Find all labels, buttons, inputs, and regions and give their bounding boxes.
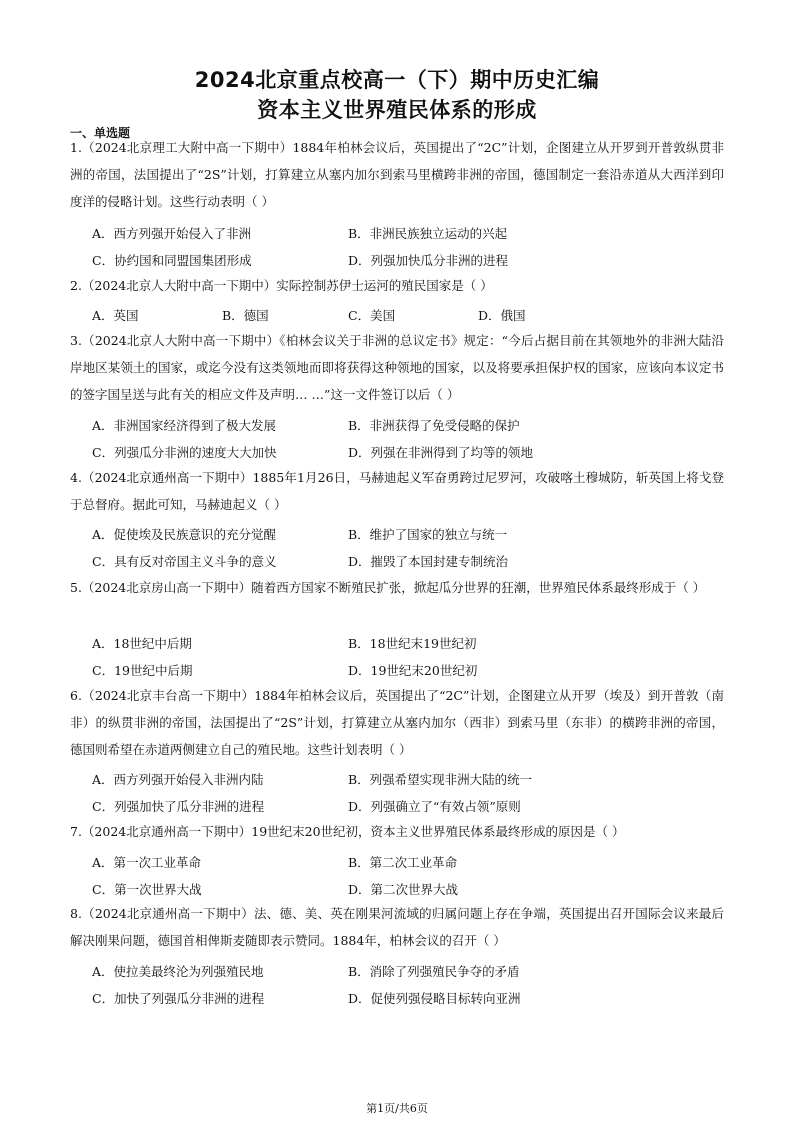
document-title: 2024北京重点校高一（下）期中历史汇编	[194, 68, 600, 92]
question-8-stem: 8.（2024北京通州高一下期中）法、德、美、英在刚果河流域的归属问题上存在争端，英国提出召开国际会议来最后解决刚果问题，德国首相俾斯麦随即表示赞同。1884年，柏林会议的召开（ ）	[70, 906, 724, 948]
option-b: B．第二次工业革命	[348, 855, 458, 870]
option-a: A．西方列强开始侵入了非洲	[92, 226, 252, 241]
option-c: C．美国	[348, 308, 396, 323]
option-d: D．第二次世界大战	[348, 882, 459, 897]
question-3-stem: 3.（2024北京人大附中高一下期中）《柏林会议关于非洲的总议定书》规定：“今后占据目前在其领地外的非洲大陆沿岸地区某领土的国家，或迄今没有这类领地而即将获得这种领地的国家，以及将要承担保护权的国家，应该向本议定书的签字国呈送与此有关的相应文件及声明… …”这一文件签订以后（ ）	[70, 333, 724, 402]
option-b: B．非洲获得了免受侵略的保护	[348, 418, 520, 433]
option-c: C．协约国和同盟国集团形成	[92, 253, 252, 268]
option-d: D．列强在非洲得到了均等的领地	[348, 445, 534, 460]
option-d: D．促使列强侵略目标转向亚洲	[348, 991, 521, 1006]
option-d: D．19世纪末20世纪初	[348, 663, 478, 678]
page-number: 第1页/共6页	[366, 1102, 428, 1115]
option-c: C．第一次世界大战	[92, 882, 202, 897]
option-b: B．德国	[222, 308, 269, 323]
question-5-stem: 5.（2024北京房山高一下期中）随着西方国家不断殖民扩张，掀起瓜分世界的狂潮，世界殖民体系最终形成于（ ）	[70, 580, 706, 595]
option-d: D．摧毁了本国封建专制统治	[348, 554, 509, 569]
option-a: A．英国	[92, 308, 139, 323]
option-b: B．列强希望实现非洲大陆的统一	[348, 772, 533, 787]
option-c: C．列强加快了瓜分非洲的进程	[92, 799, 265, 814]
option-b: B．非洲民族独立运动的兴起	[348, 226, 508, 241]
document-subtitle: 资本主义世界殖民体系的形成	[257, 98, 537, 122]
option-a: A．西方列强开始侵入非洲内陆	[92, 772, 264, 787]
option-d: D．列强加快瓜分非洲的进程	[348, 253, 509, 268]
question-2-stem: 2.（2024北京人大附中高一下期中）实际控制苏伊士运河的殖民国家是（ ）	[70, 278, 493, 293]
option-c: C．列强瓜分非洲的速度大大加快	[92, 445, 277, 460]
option-b: B．维护了国家的独立与统一	[348, 527, 508, 542]
option-c: C．加快了列强瓜分非洲的进程	[92, 991, 265, 1006]
option-a: A．第一次工业革命	[92, 855, 202, 870]
option-d: D．俄国	[478, 308, 526, 323]
option-b: B．18世纪末19世纪初	[348, 636, 477, 651]
option-c: C．19世纪中后期	[92, 663, 193, 678]
question-1-stem: 1.（2024北京理工大附中高一下期中）1884年柏林会议后，英国提出了“2C”计划，企图建立从开罗到开普敦纵贯非洲的帝国，法国提出了“2S”计划，打算建立从塞内加尔到索马里横跨非洲的帝国，德国制定一套沿赤道从大西洋到印度洋的侵略计划。这些行动表明（ ）	[70, 140, 724, 209]
option-a: A．促使埃及民族意识的充分觉醒	[92, 527, 277, 542]
question-6-stem: 6.（2024北京丰台高一下期中）1884年柏林会议后，英国提出了“2C”计划，企图建立从开罗（埃及）到开普敦（南非）的纵贯非洲的帝国，法国提出了“2S”计划，打算建立从塞内加尔（西非）到索马里（东非）的横跨非洲的帝国，德国则希望在赤道两侧建立自己的殖民地。这些计划表明（ ）	[70, 688, 724, 757]
option-a: A．使拉美最终沦为列强殖民地	[92, 964, 264, 979]
option-a: A．非洲国家经济得到了极大发展	[92, 418, 277, 433]
section-heading: 一、单选题	[70, 126, 131, 140]
option-b: B．消除了列强殖民争夺的矛盾	[348, 964, 520, 979]
question-4-stem: 4.（2024北京通州高一下期中）1885年1月26日，马赫迪起义军奋勇跨过尼罗河，攻破喀土穆城防，斩英国上将戈登于总督府。据此可知，马赫迪起义（ ）	[70, 470, 724, 512]
option-a: A．18世纪中后期	[92, 636, 192, 651]
option-d: D．列强确立了“有效占领”原则	[348, 799, 521, 814]
question-7-stem: 7.（2024北京通州高一下期中）19世纪末20世纪初，资本主义世界殖民体系最终形成的原因是（ ）	[70, 824, 625, 839]
option-c: C．具有反对帝国主义斗争的意义	[92, 554, 277, 569]
